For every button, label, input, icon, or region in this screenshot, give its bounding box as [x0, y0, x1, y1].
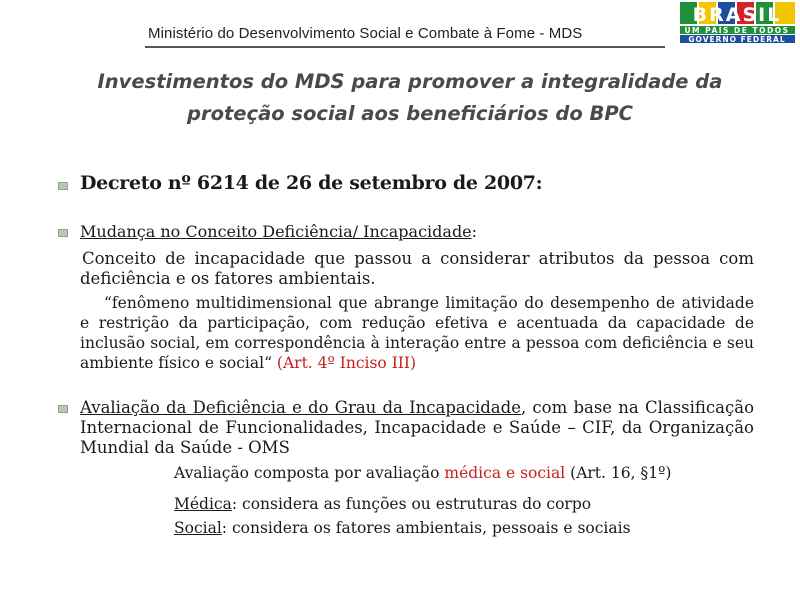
evaluation-heading: Avaliação da Deficiência e do Grau da Incapacidade [80, 398, 521, 417]
brasil-government-logo [677, 0, 800, 44]
social-label: Social [174, 519, 222, 537]
brasil-logo-graphic [677, 0, 800, 44]
slide-title-line-1: Investimentos do MDS para promover a integralidade da [97, 70, 723, 93]
concept-heading-colon: : [471, 222, 478, 241]
social-line [174, 518, 631, 538]
composed-evaluation [174, 463, 671, 483]
header-divider [145, 46, 665, 48]
slide-title [60, 66, 760, 130]
evaluation-text: , com base na Classificação Internacional de Funcionalidades, Incapacidade e Saúde – CIF, da Organização Mundial da Saúde - OMS [80, 398, 754, 457]
decree-heading: Decreto nº 6214 de 26 de setembro de 2007: [80, 172, 543, 194]
svg-text:BRASIL: BRASIL [692, 4, 782, 26]
medica-text: : considera as funções ou estruturas do corpo [231, 495, 592, 513]
bullet-marker [58, 182, 68, 190]
quote-text: “fenômeno multidimensional que abrange limitação do desempenho de atividade e restrição da participação, com redução efetiva e acentuada da capacidade de inclusão social, em correspondência à interação entre a pessoa com deficiência e seu ambiente físico e social“ [80, 294, 754, 372]
definition-quote [80, 293, 754, 373]
evaluation-paragraph [80, 398, 754, 458]
slide-title-line-2: proteção social aos beneficiários do BPC [187, 102, 633, 125]
bullet-marker [58, 405, 68, 413]
composed-prefix: Avaliação composta por avaliação [174, 464, 445, 482]
ministry-name: Ministério do Desenvolvimento Social e Combate à Fome - MDS [148, 25, 583, 42]
quote-reference: (Art. 4º Inciso III) [276, 354, 417, 372]
composed-highlight: médica e social [444, 464, 566, 482]
medica-line [174, 494, 591, 514]
medica-label: Médica [174, 495, 232, 513]
svg-text:GOVERNO FEDERAL: GOVERNO FEDERAL [688, 35, 786, 44]
concept-paragraph: Conceito de incapacidade que passou a considerar atributos da pessoa com deficiência e os fatores ambientais. [80, 249, 754, 288]
social-text: : considera os fatores ambientais, pessoais e sociais [221, 519, 631, 537]
svg-text:UM PAÍS DE TODOS: UM PAÍS DE TODOS [684, 26, 790, 35]
concept-heading: Mudança no Conceito Deficiência/ Incapacidade [80, 222, 472, 241]
composed-suffix: (Art. 16, §1º) [565, 464, 672, 482]
concept-heading-line [80, 222, 477, 242]
bullet-marker [58, 229, 68, 237]
slide-header [0, 0, 800, 52]
